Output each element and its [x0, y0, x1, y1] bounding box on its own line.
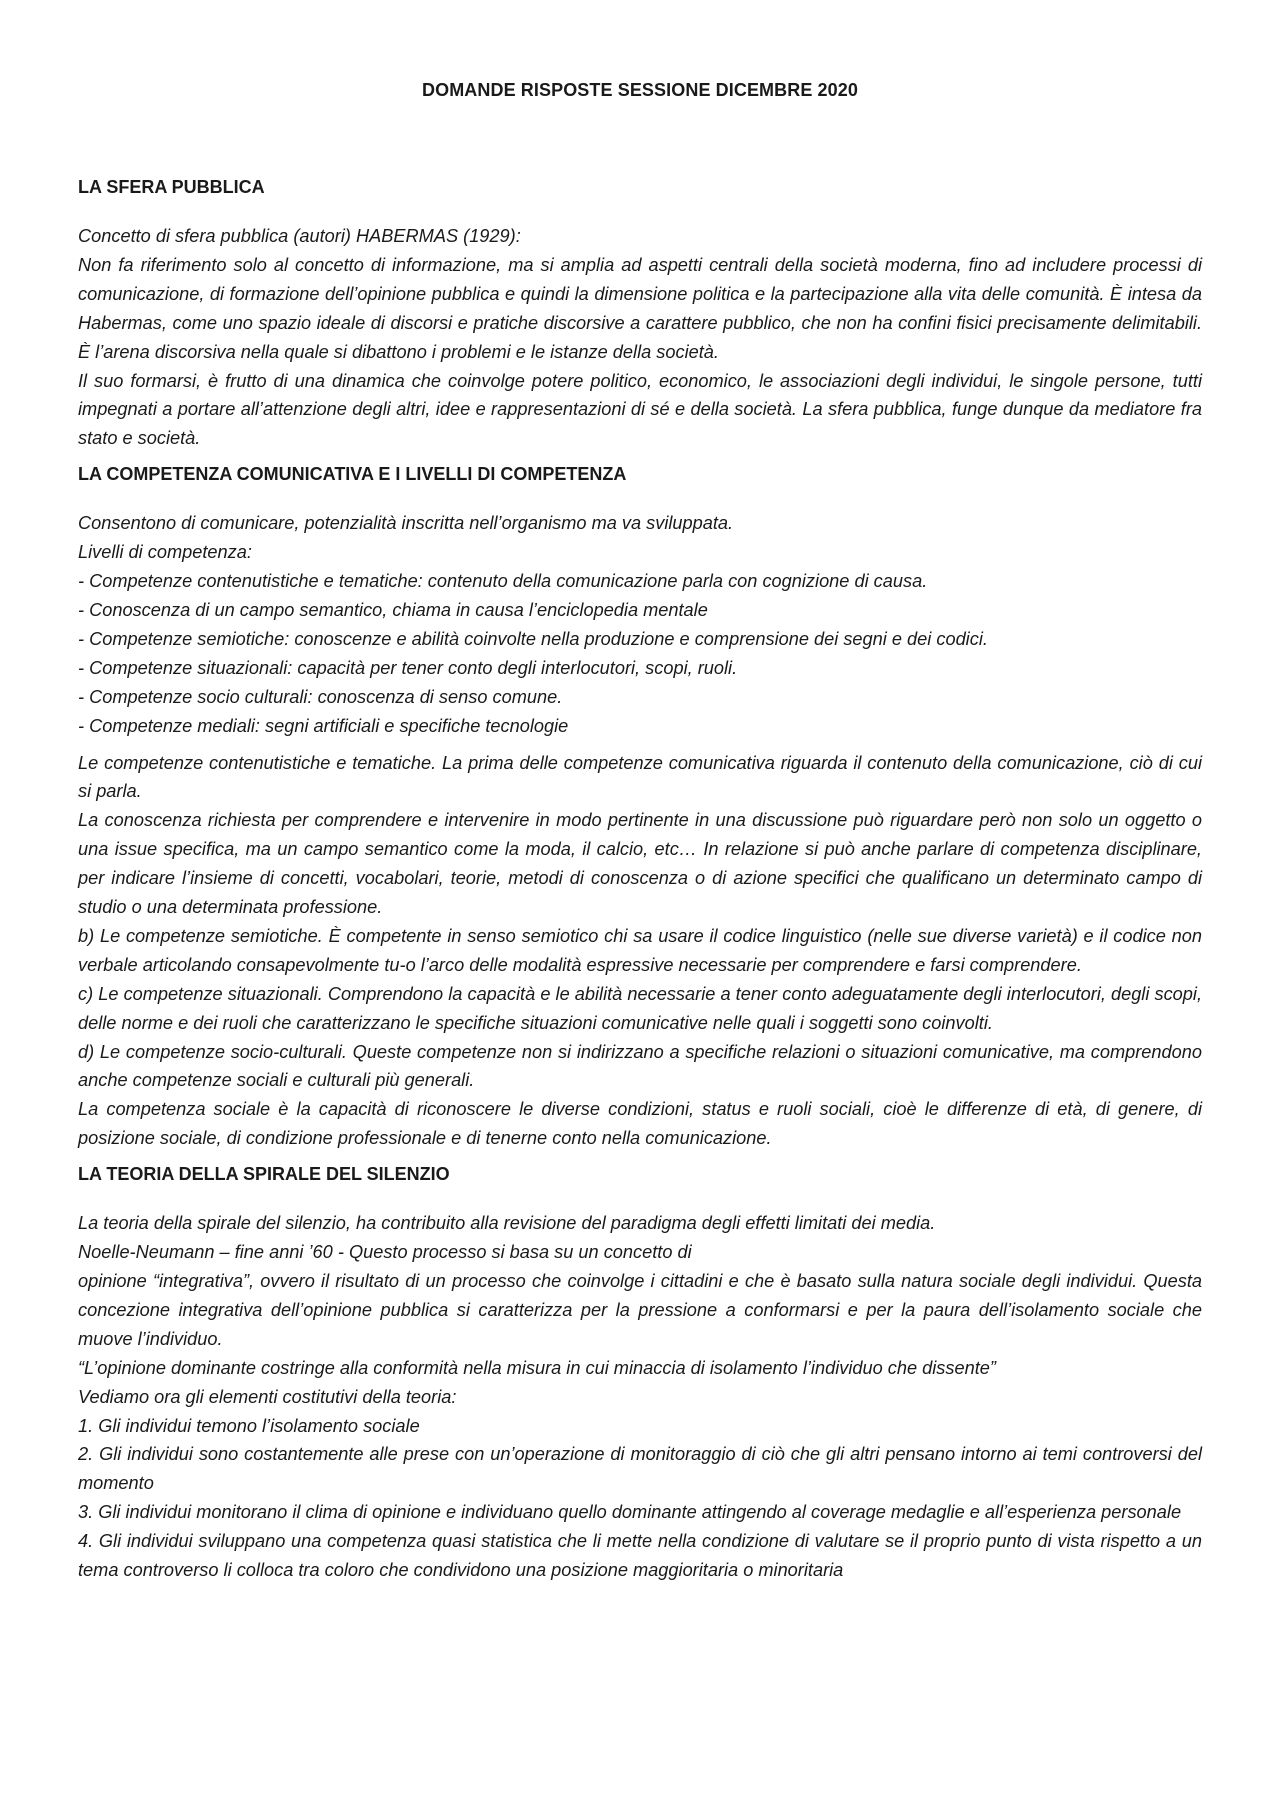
- paragraph: La competenza sociale è la capacità di riconoscere le diverse condizioni, status e ruoli sociali, cioè le differenze di età, di genere, di posizione sociale, di condizione professionale e di tenerne conto nella comunicazione.: [78, 1099, 1202, 1149]
- list-item: - Competenze contenutistiche e tematiche: contenuto della comunicazione parla con cognizione di causa.: [78, 571, 928, 592]
- paragraph: c) Le competenze situazionali. Comprendono la capacità e le abilità necessarie a tener conto adeguatamente degli interlocutori, degli scopi, delle norme e dei ruoli che caratterizzano le specifiche situazioni comunicative nelle quali i soggetti sono coinvolti.: [78, 983, 1202, 1033]
- list-item: - Competenze semiotiche: conoscenze e abilità coinvolte nella produzione e comprensione dei segni e dei codici.: [78, 628, 988, 649]
- section-competenza-comunicativa: [78, 463, 1202, 1153]
- paragraph: b) Le competenze semiotiche. È competente in senso semiotico chi sa usare il codice linguistico (nelle sue diverse varietà) e il codice non verbale articolando consapevolmente tu-o l’arco delle modalità espressive necessarie per comprendere e farsi comprendere.: [78, 925, 1202, 975]
- list-item: 4. Gli individui sviluppano una competenza quasi statistica che li mette nella condizione di valutare se il proprio punto di vista rispetto a un tema controverso li colloca tra coloro che condividono una posizione maggioritaria o minoritaria: [78, 1531, 1202, 1581]
- document-title: DOMANDE RISPOSTE SESSIONE DICEMBRE 2020: [422, 80, 858, 100]
- paragraph: Il suo formarsi, è frutto di una dinamica che coinvolge potere politico, economico, le associazioni degli individui, le singole persone, tutti impegnati a portare all’attenzione degli altri, idee e rappresentazioni di sé e della società. La sfera pubblica, funge dunque da mediatore fra stato e società.: [78, 370, 1202, 449]
- paragraph: Le competenze contenutistiche e tematiche. La prima delle competenze comunicativa riguarda il contenuto della comunicazione, ciò di cui si parla.: [78, 752, 1202, 802]
- list-item: - Conoscenza di un campo semantico, chiama in causa l’enciclopedia mentale: [78, 599, 708, 620]
- list-item: 1. Gli individui temono l’isolamento sociale: [78, 1415, 420, 1436]
- paragraph: d) Le competenze socio-culturali. Queste competenze non si indirizzano a specifiche relazioni o situazioni comunicative, ma comprendono anche competenze sociali e culturali più generali.: [78, 1041, 1202, 1091]
- list-item: 2. Gli individui sono costantemente alle prese con un’operazione di monitoraggio di ciò che gli altri pensano intorno ai temi controversi del momento: [78, 1444, 1202, 1494]
- paragraph: Concetto di sfera pubblica (autori) HABERMAS (1929):: [78, 226, 521, 246]
- paragraph: Non fa riferimento solo al concetto di informazione, ma si amplia ad aspetti centrali della società moderna, fino ad includere processi di comunicazione, di formazione dell’opinione pubblica e quindi la dimensione politica e la partecipazione alla vita delle comunità. È intesa da Habermas, come uno spazio ideale di discorsi e pratiche discorsive a carattere pubblico, che non ha confini fisici precisamente delimitabili. È l’arena discorsiva nella quale si dibattono i problemi e le istanze della società.: [78, 254, 1202, 362]
- list-item: - Competenze socio culturali: conoscenza di senso comune.: [78, 686, 563, 707]
- paragraph: Noelle-Neumann – fine anni ’60 - Questo processo si basa su un concetto di: [78, 1242, 692, 1263]
- list-item: - Competenze situazionali: capacità per tener conto degli interlocutori, scopi, ruoli.: [78, 657, 738, 678]
- section-sfera-pubblica: [78, 176, 1202, 453]
- section-heading: LA TEORIA DELLA SPIRALE DEL SILENZIO: [78, 1164, 450, 1185]
- paragraph: La teoria della spirale del silenzio, ha contribuito alla revisione del paradigma degli effetti limitati dei media.: [78, 1213, 936, 1234]
- paragraph: Vediamo ora gli elementi costitutivi della teoria:: [78, 1386, 457, 1407]
- document-body: [78, 176, 1202, 1585]
- paragraph: opinione “integrativa”, ovvero il risultato di un processo che coinvolge i cittadini e che è basato sulla natura sociale degli individui. Questa concezione integrativa dell’opinione pubblica si caratterizza per la pressione a conformarsi e per la paura dell’isolamento sociale che muove l’individuo.: [78, 1271, 1202, 1349]
- section-spirale-silenzio: [78, 1163, 1202, 1585]
- section-heading: LA COMPETENZA COMUNICATIVA E I LIVELLI DI COMPETENZA: [78, 464, 627, 485]
- paragraph: Consentono di comunicare, potenzialità inscritta nell’organismo ma va sviluppata.: [78, 513, 734, 534]
- list-item: 3. Gli individui monitorano il clima di opinione e individuano quello dominante attingendo al coverage medaglie e all’esperienza personale: [78, 1502, 1182, 1523]
- section-heading: LA SFERA PUBBLICA: [78, 177, 265, 197]
- quote: “L’opinione dominante costringe alla conformità nella misura in cui minaccia di isolamento l’individuo che dissente”: [78, 1357, 996, 1378]
- list-item: - Competenze mediali: segni artificiali e specifiche tecnologie: [78, 715, 569, 736]
- paragraph: Livelli di competenza:: [78, 542, 252, 563]
- paragraph: La conoscenza richiesta per comprendere e intervenire in modo pertinente in una discussione può riguardare però non solo un oggetto o una issue specifica, ma un campo semantico come la moda, il calcio, etc… In relazione si può anche parlare di competenza disciplinare, per indicare l’insieme di concetti, vocabolari, teorie, metodi di conoscenza o di azione specifici che qualificano un determinato campo di studio o una determinata professione.: [78, 810, 1202, 918]
